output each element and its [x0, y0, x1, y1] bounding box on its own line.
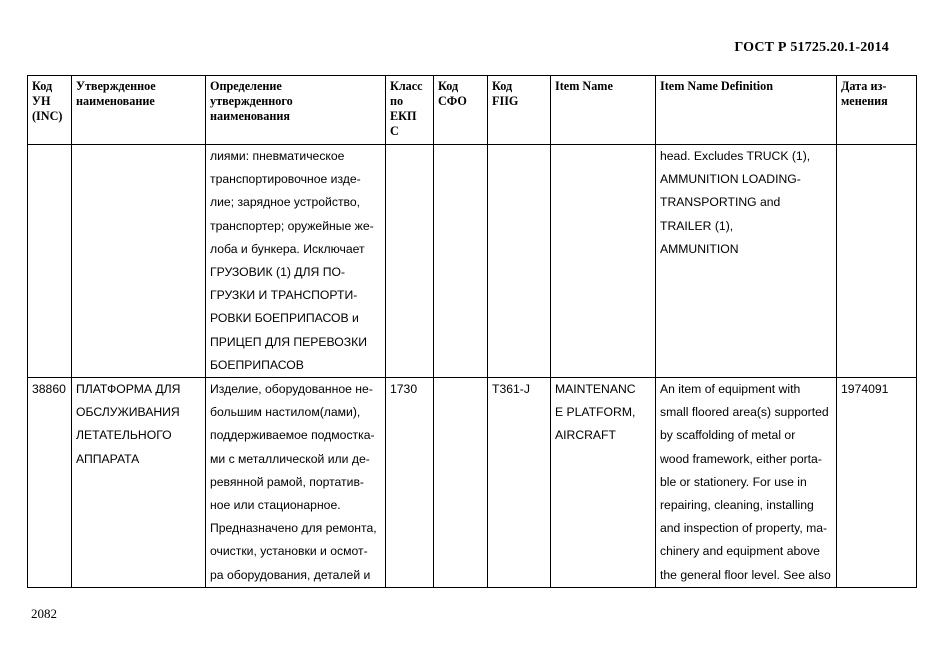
cell-text-line: head. Excludes TRUCK (1),: [660, 149, 811, 163]
cell-text-line: AMMUNITION: [660, 241, 739, 256]
cell-text-line: транспортер; оружейные же-: [210, 218, 374, 233]
header-sfo: Код СФО: [434, 76, 488, 145]
date-cell: [837, 145, 917, 378]
cell-text-line: ревянной рамой, портатив-: [210, 474, 364, 489]
document-standard-code: ГОСТ Р 51725.20.1-2014: [734, 40, 889, 55]
class-cell: [386, 378, 434, 588]
classification-table: [27, 75, 917, 588]
cell-text-line: ми с металлической или де-: [210, 451, 370, 466]
cell-text-line: большим настилом(лами),: [210, 405, 361, 420]
cell-text-line: ПРИЦЕП ДЛЯ ПЕРЕВОЗКИ: [210, 334, 367, 349]
approved-name-cell: [72, 378, 206, 588]
fiig-cell: [488, 145, 551, 378]
cell-text-line: An item of equipment with: [660, 382, 801, 397]
table-row: [28, 145, 917, 378]
cell-text-line: 38860: [32, 382, 66, 397]
header-date: Дата из- менения: [837, 76, 917, 145]
item-name-cell: [551, 378, 656, 588]
header-inc: Код УН (INC): [28, 76, 72, 145]
cell-text-line: Изделие, оборудованное не-: [210, 382, 373, 397]
page-number: 2082: [31, 606, 57, 621]
approved-name-cell: [72, 145, 206, 378]
inc-cell: [28, 145, 72, 378]
class-cell: [386, 145, 434, 378]
cell-text-line: Предназначено для ремонта,: [210, 521, 377, 536]
cell-text-line: лие; зарядное устройство,: [210, 195, 361, 210]
cell-text-line: AIRCRAFT: [555, 428, 616, 443]
cell-text-line: ное или стационарное.: [210, 498, 341, 513]
item-definition-cell: [656, 145, 837, 378]
cell-text-line: ble or stationery. For use in: [660, 474, 807, 489]
header-definition: Определение утвержденного наименования: [206, 76, 386, 145]
cell-text-line: очистки, установки и осмот-: [210, 544, 368, 559]
cell-text-line: small floored area(s) supported: [660, 405, 829, 420]
definition-cell: [206, 378, 386, 588]
cell-text-line: TRANSPORTING and: [660, 195, 781, 210]
cell-text-line: the general floor level. See also: [660, 567, 831, 582]
cell-text-line: E PLATFORM,: [555, 405, 636, 420]
cell-text-line: ЛЕТАТЕЛЬНОГО: [76, 428, 172, 443]
date-cell: [837, 378, 917, 588]
cell-text-line: AMMUNITION LOADING-: [660, 172, 801, 187]
cell-text-line: 1974091: [841, 382, 889, 397]
cell-text-line: транспортировочное изде-: [210, 172, 361, 187]
header-item-name: Item Name: [551, 76, 656, 145]
sfo-cell: [434, 378, 488, 588]
cell-text-line: АППАРАТА: [76, 451, 140, 466]
cell-text-line: and inspection of property, ma-: [660, 521, 828, 536]
sfo-cell: [434, 145, 488, 378]
header-class: Класс по ЕКП С: [386, 76, 434, 145]
cell-text-line: by scaffolding of metal or: [660, 428, 796, 443]
cell-text-line: РОВКИ БОЕПРИПАСОВ и: [210, 311, 359, 326]
cell-text-line: repairing, cleaning, installing: [660, 498, 814, 513]
definition-cell: [206, 145, 386, 378]
cell-text-line: лоба и бункера. Исключает: [210, 241, 365, 256]
cell-text-line: TRAILER (1),: [660, 218, 734, 233]
cell-text-line: ГРУЗОВИК (1) ДЛЯ ПО-: [210, 265, 346, 280]
cell-text-line: ОБСЛУЖИВАНИЯ: [76, 405, 180, 420]
fiig-cell: [488, 378, 551, 588]
header-item-definition: Item Name Definition: [656, 76, 837, 145]
cell-text-line: БОЕПРИПАСОВ: [210, 357, 304, 372]
cell-text-line: wood framework, either porta-: [660, 451, 822, 466]
item-definition-cell: [656, 378, 837, 588]
cell-text-line: ПЛАТФОРМА ДЛЯ: [76, 382, 181, 397]
cell-text-line: chinery and equipment above: [660, 544, 820, 559]
item-name-cell: [551, 145, 656, 378]
table-header-row: [28, 76, 917, 145]
cell-text-line: ра оборудования, деталей и: [210, 567, 371, 582]
table-body: [28, 145, 917, 588]
header-approved-name: Утвержденное наименование: [72, 76, 206, 145]
header-fiig: Код FIIG: [488, 76, 551, 145]
cell-text-line: лиями: пневматическое: [210, 149, 345, 163]
inc-cell: [28, 378, 72, 588]
cell-text-line: T361-J: [492, 382, 530, 397]
cell-text-line: поддерживаемое подмостка-: [210, 428, 375, 443]
table-row: [28, 378, 917, 588]
cell-text-line: MAINTENANC: [555, 382, 636, 397]
cell-text-line: ГРУЗКИ И ТРАНСПОРТИ-: [210, 288, 358, 303]
cell-text-line: 1730: [390, 382, 418, 397]
